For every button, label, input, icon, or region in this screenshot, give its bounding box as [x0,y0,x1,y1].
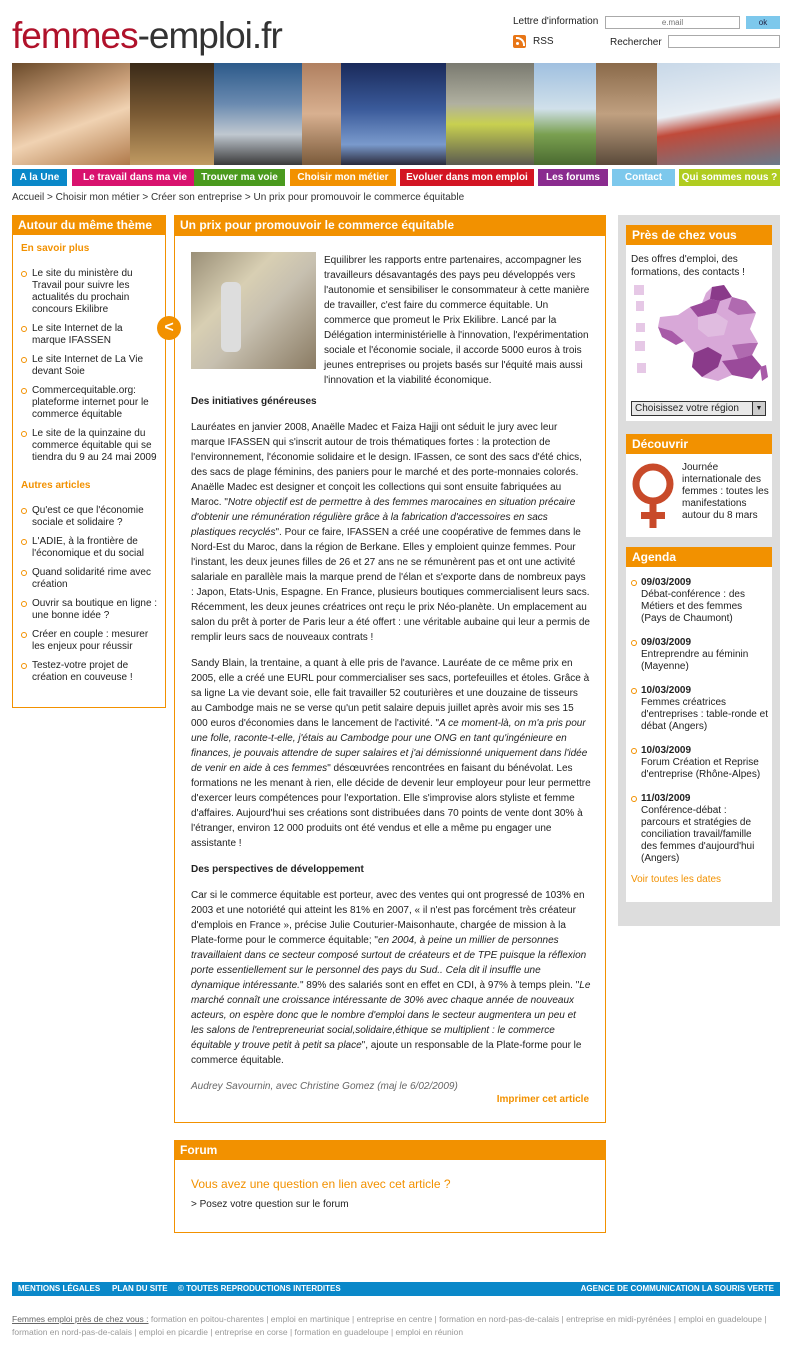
agency-link[interactable]: AGENCE DE COMMUNICATION LA SOURIS VERTE [580,1284,774,1293]
article-photo [191,252,316,369]
more-info-link[interactable]: Le site Internet de la marque IFASSEN [21,323,159,347]
near-you-box [626,225,772,421]
other-article-link[interactable]: Testez-votre projet de création en couveuse ! [21,660,159,684]
nav-qui-sommes-nous[interactable]: Qui sommes nous ? [679,169,780,186]
female-symbol-icon[interactable] [630,460,676,530]
discover-title: Découvrir [626,434,772,454]
banner-photo-lab [341,63,446,165]
footer-bar [12,1282,780,1296]
see-all-dates-link[interactable]: Voir toutes les dates [631,874,722,885]
legal-notice-link[interactable]: MENTIONS LÉGALES [18,1284,101,1293]
more-info-link[interactable]: Le site du ministère du Travail pour suivre les actualités du prochain concours Ekilibre [21,268,159,316]
article-intro: Equilibrer les rapports entre partenaires, accompagner les travailleurs désavantagés des pays peu développés vers l'autonomie et sensibiliser le consommateur à cette manière de travailler, c'est faire du commerce équitable. Un commerce que promeut le Prix Ekilibre. Lancé par la Délégation interministérielle à l'innovation, l'expérimentation sociale et l'économie sociale, il accorde 5000 euros à trois jeunes entreprises ou projets basés sur l'équité mais aussi l'innovation et la viabilité économique. [324,255,590,386]
related-articles-panel [12,215,166,708]
more-info-link[interactable]: Le site de la quinzaine du commerce équitable qui se tiendra du 9 au 24 mai 2009 [21,428,159,464]
nav-travail-dans-ma-vie[interactable]: Le travail dans ma vie [72,169,198,186]
logo-text-part2: -emploi.fr [137,15,282,56]
forum-title: Forum [174,1140,606,1160]
region-select[interactable]: Choisissez votre région ▼ [631,401,766,416]
previous-arrow-icon[interactable]: < [157,316,181,340]
article-byline: Audrey Savournin, avec Christine Gomez (maj le 6/02/2009) [191,1081,458,1092]
print-article-link[interactable]: Imprimer cet article [496,1094,589,1105]
more-info-links [21,268,159,464]
other-articles-heading: Autres articles [21,480,91,491]
nav-evoluer-dans-mon-emploi[interactable]: Evoluer dans mon emploi [400,169,534,186]
other-article-link[interactable]: Quand solidarité rime avec création [21,567,159,591]
newsletter-ok-button[interactable]: ok [746,16,780,29]
forum-box [174,1140,606,1233]
banner-photo-bakery [130,63,213,165]
copyright-text: © TOUTES REPRODUCTIONS INTERDITES [178,1284,341,1293]
near-you-title: Près de chez vous [626,225,772,245]
logo-text-part1: femmes [12,15,138,56]
ask-question-link[interactable]: > Posez votre question sur le forum [191,1199,349,1210]
nav-choisir-mon-metier[interactable]: Choisir mon métier [290,169,396,186]
agenda-box [626,547,772,902]
right-sidebar [618,215,780,926]
newsletter-label: Lettre d'information [513,16,599,27]
other-article-link[interactable]: Ouvrir sa boutique en ligne : une bonne idée ? [21,598,159,622]
nav-trouver-ma-voie[interactable]: Trouver ma voie [194,169,285,186]
search-label: Rechercher [610,37,662,48]
discover-text[interactable]: Journée internationale des femmes : toutes les manifestations autour du 8 mars [682,462,769,521]
other-article-link[interactable]: L'ADIE, à la frontière de l'économique et du social [21,536,159,560]
nav-a-la-une[interactable]: A la Une [12,169,67,186]
article-paragraph: Lauréates en janvier 2008, Anaëlle Madec et Faiza Hajji ont séduit le jury avec leur marque IFASSEN qui s'inscrit autour de trois thématiques fortes : la protection de l'environnement, l'économie solidaire et le design. IFassen, ce sont des sacs d'été chics, des sacs de plage féminins, des paniers pour le marché et des porte-monnaies colorés. Anaëlle Madec est designer et conçoit les collections qui sont ensuite fabriquées au Maroc. "Notre objectif est de permettre à des femmes marocaines en situation précaire d'obtenir une rémunération régulière grâce à la fabrication d'accessoires en sacs plastiques recyclés". Pour ce faire, IFASSEN a créé une coopérative de femmes dans le Nord-Est du Maroc, dans la région de Berkane. Elles y emploient quinze femmes. Pour l'instant, les deux jeunes filles de 26 et 27 ans ne se rémunèrent pas et ont une activité salariale en parallèle mais la marque prend de l'élan et s'exporte dans de nombreux pays : Japon, Etats-Unis, Espagne. En France, plusieurs boutiques commercialisent leurs sacs. Récemment, les deux jeunes créatrices ont reçu le prix Néo-planète. Un emplacement au salon du prêt à porter de Paris leur a été offert : une véritable aubaine qui leur a permis de remplir leurs sacs de nouveaux contrats ! [191,422,590,643]
article [174,215,606,1123]
section-heading: Des initiatives généreuses [191,396,317,407]
banner-photo-cyclist [534,63,595,165]
forum-question: Vous avez une question en lien avec cet article ? [191,1177,451,1191]
rss-icon[interactable] [513,35,526,48]
agenda-item[interactable]: 10/03/2009 Forum Création et Reprise d'entreprise (Rhône-Alpes) [631,745,768,781]
nav-les-forums[interactable]: Les forums [538,169,608,186]
related-panel-title: Autour du même thème [12,215,166,235]
banner-photo-women-portraits [302,63,342,165]
breadcrumb[interactable]: Accueil > Choisir mon métier > Créer son entreprise > Un prix pour promouvoir le commerce équitable [12,192,465,203]
footer-links-list[interactable]: formation en poitou-charentes | emploi en martinique | entreprise en centre | formation en nord-pas-de-calais | entreprise en midi-pyrénées | emploi en guadeloupe | formation en nord-pas-de-calais | emploi en picardie | entreprise en corse | formation en guadeloupe | emploi en réunion [12,1314,767,1337]
newsletter-email-input[interactable] [605,16,740,29]
article-paragraph: Sandy Blain, la trentaine, a quant à elle pris de l'avance. Lauréate de ce même prix en 2005, elle a créé une EURL pour commercialiser ses sacs, portefeuilles et étoles. Grâce à sa ligne La vie devant soie, elle fait travailler 52 couturières et une douzaine de tisseurs au Cambodge mais ne se verse qu'un petit salaire depuis juillet après avoir mis ses 15 000 euros d'économies dans le lancement de l'activité. "A ce moment-là, on m'a pris pour une folle, raconte-t-elle, j'étais au Cambodge pour une ONG en tant qu'ingénieure en finances, je pouvais attendre de super salaires et j'ai démissionné uniquement dans l'idée de venir en aide à ces femmes" désœuvrées rencontrées en faisant du bénévolat. Les formations ne les menant à rien, elle décide de devenir leur employeur pour leur permettre d'exercer leurs compétences pour l'exportation. Elle s'improvise alors styliste et femme d'affaires. Aujourd'hui ses créations sont distribuées dans 70 points de vente dont 30% à l'étranger, environ 12 000 produits ont été vendus et elle a même pu engager une assistante ! [191,658,591,849]
other-article-link[interactable]: Qu'est ce que l'économie sociale et solidaire ? [21,505,159,529]
france-region-map[interactable] [632,283,770,387]
agenda-title: Agenda [626,547,772,567]
header-banner-photos [12,63,780,165]
more-info-link[interactable]: Le site Internet de La Vie devant Soie [21,354,159,378]
banner-photo-wheelchair-athlete [214,63,302,165]
other-articles-links [21,505,159,684]
agenda-item[interactable]: 10/03/2009 Femmes créatrices d'entreprises : table-ronde et débat (Angers) [631,685,768,733]
discover-box [626,434,772,537]
article-title: Un prix pour promouvoir le commerce équitable [174,215,606,236]
agenda-item[interactable]: 09/03/2009 Débat-conférence : des Métiers et des femmes (Pays de Chaumont) [631,577,768,625]
site-logo[interactable] [12,14,282,58]
rss-link[interactable]: RSS [533,36,554,47]
agenda-item[interactable]: 11/03/2009 Conférence-débat : parcours et stratégies de conciliation travail/famille des femmes d'aujourd'hui (Angers) [631,793,768,865]
agenda-list [631,577,768,865]
near-you-text: Des offres d'emploi, des formations, des contacts ! [631,254,745,278]
banner-photo-girl [12,63,130,165]
more-info-link[interactable]: Commercequitable.org: plateforme internet pour le commerce équitable [21,385,159,421]
search-input[interactable] [668,35,780,48]
banner-photo-worker-women [596,63,657,165]
section-heading: Des perspectives de développement [191,864,364,875]
banner-photo-construction-worker [446,63,534,165]
article-body [191,394,591,1105]
footer-links-title[interactable]: Femmes emploi près de chez vous : [12,1314,149,1324]
banner-photo-kite-woman [657,63,780,165]
other-article-link[interactable]: Créer en couple : mesurer les enjeux pour réussir [21,629,159,653]
nav-contact[interactable]: Contact [612,169,675,186]
agenda-item[interactable]: 09/03/2009 Entreprendre au féminin (Mayenne) [631,637,768,673]
article-paragraph: Car si le commerce équitable est porteur, avec des ventes qui ont progressé de 103% en 2003 et une notoriété qui atteint les 81% en 2007, « il n'est pas forcément très créateur d'emplois en France », précise Julie Couturier-Maisonhaute, chargée de mission à la Plate-forme pour le commerce équitable; "en 2004, à peine un millier de personnes travaillaient dans ce secteur composé surtout de créateurs et de TPE puisque la réflexion porte essentiellement sur le personnel des pays du Sud.. Cela dit il insuffle une dynamique intéressante." 89% des salariés sont en effet en CDI, à 97% à temps plein. "Le marché connaît une croissance intéressante de 30% avec chaque année de nouveaux acteurs, on espère donc que le nombre d'emploi dans le secteur augmentera un peu et les salons de l'entrepreneuriat social,solidaire,éthique se multiplient : le commerce équitable y trouve petit à petit sa place", ajoute un responsable de la Plate-forme pour le commerce équitable. [191,890,591,1066]
sitemap-link[interactable]: PLAN DU SITE [112,1284,168,1293]
footer-seo-links [12,1313,782,1339]
more-info-heading: En savoir plus [21,243,90,254]
